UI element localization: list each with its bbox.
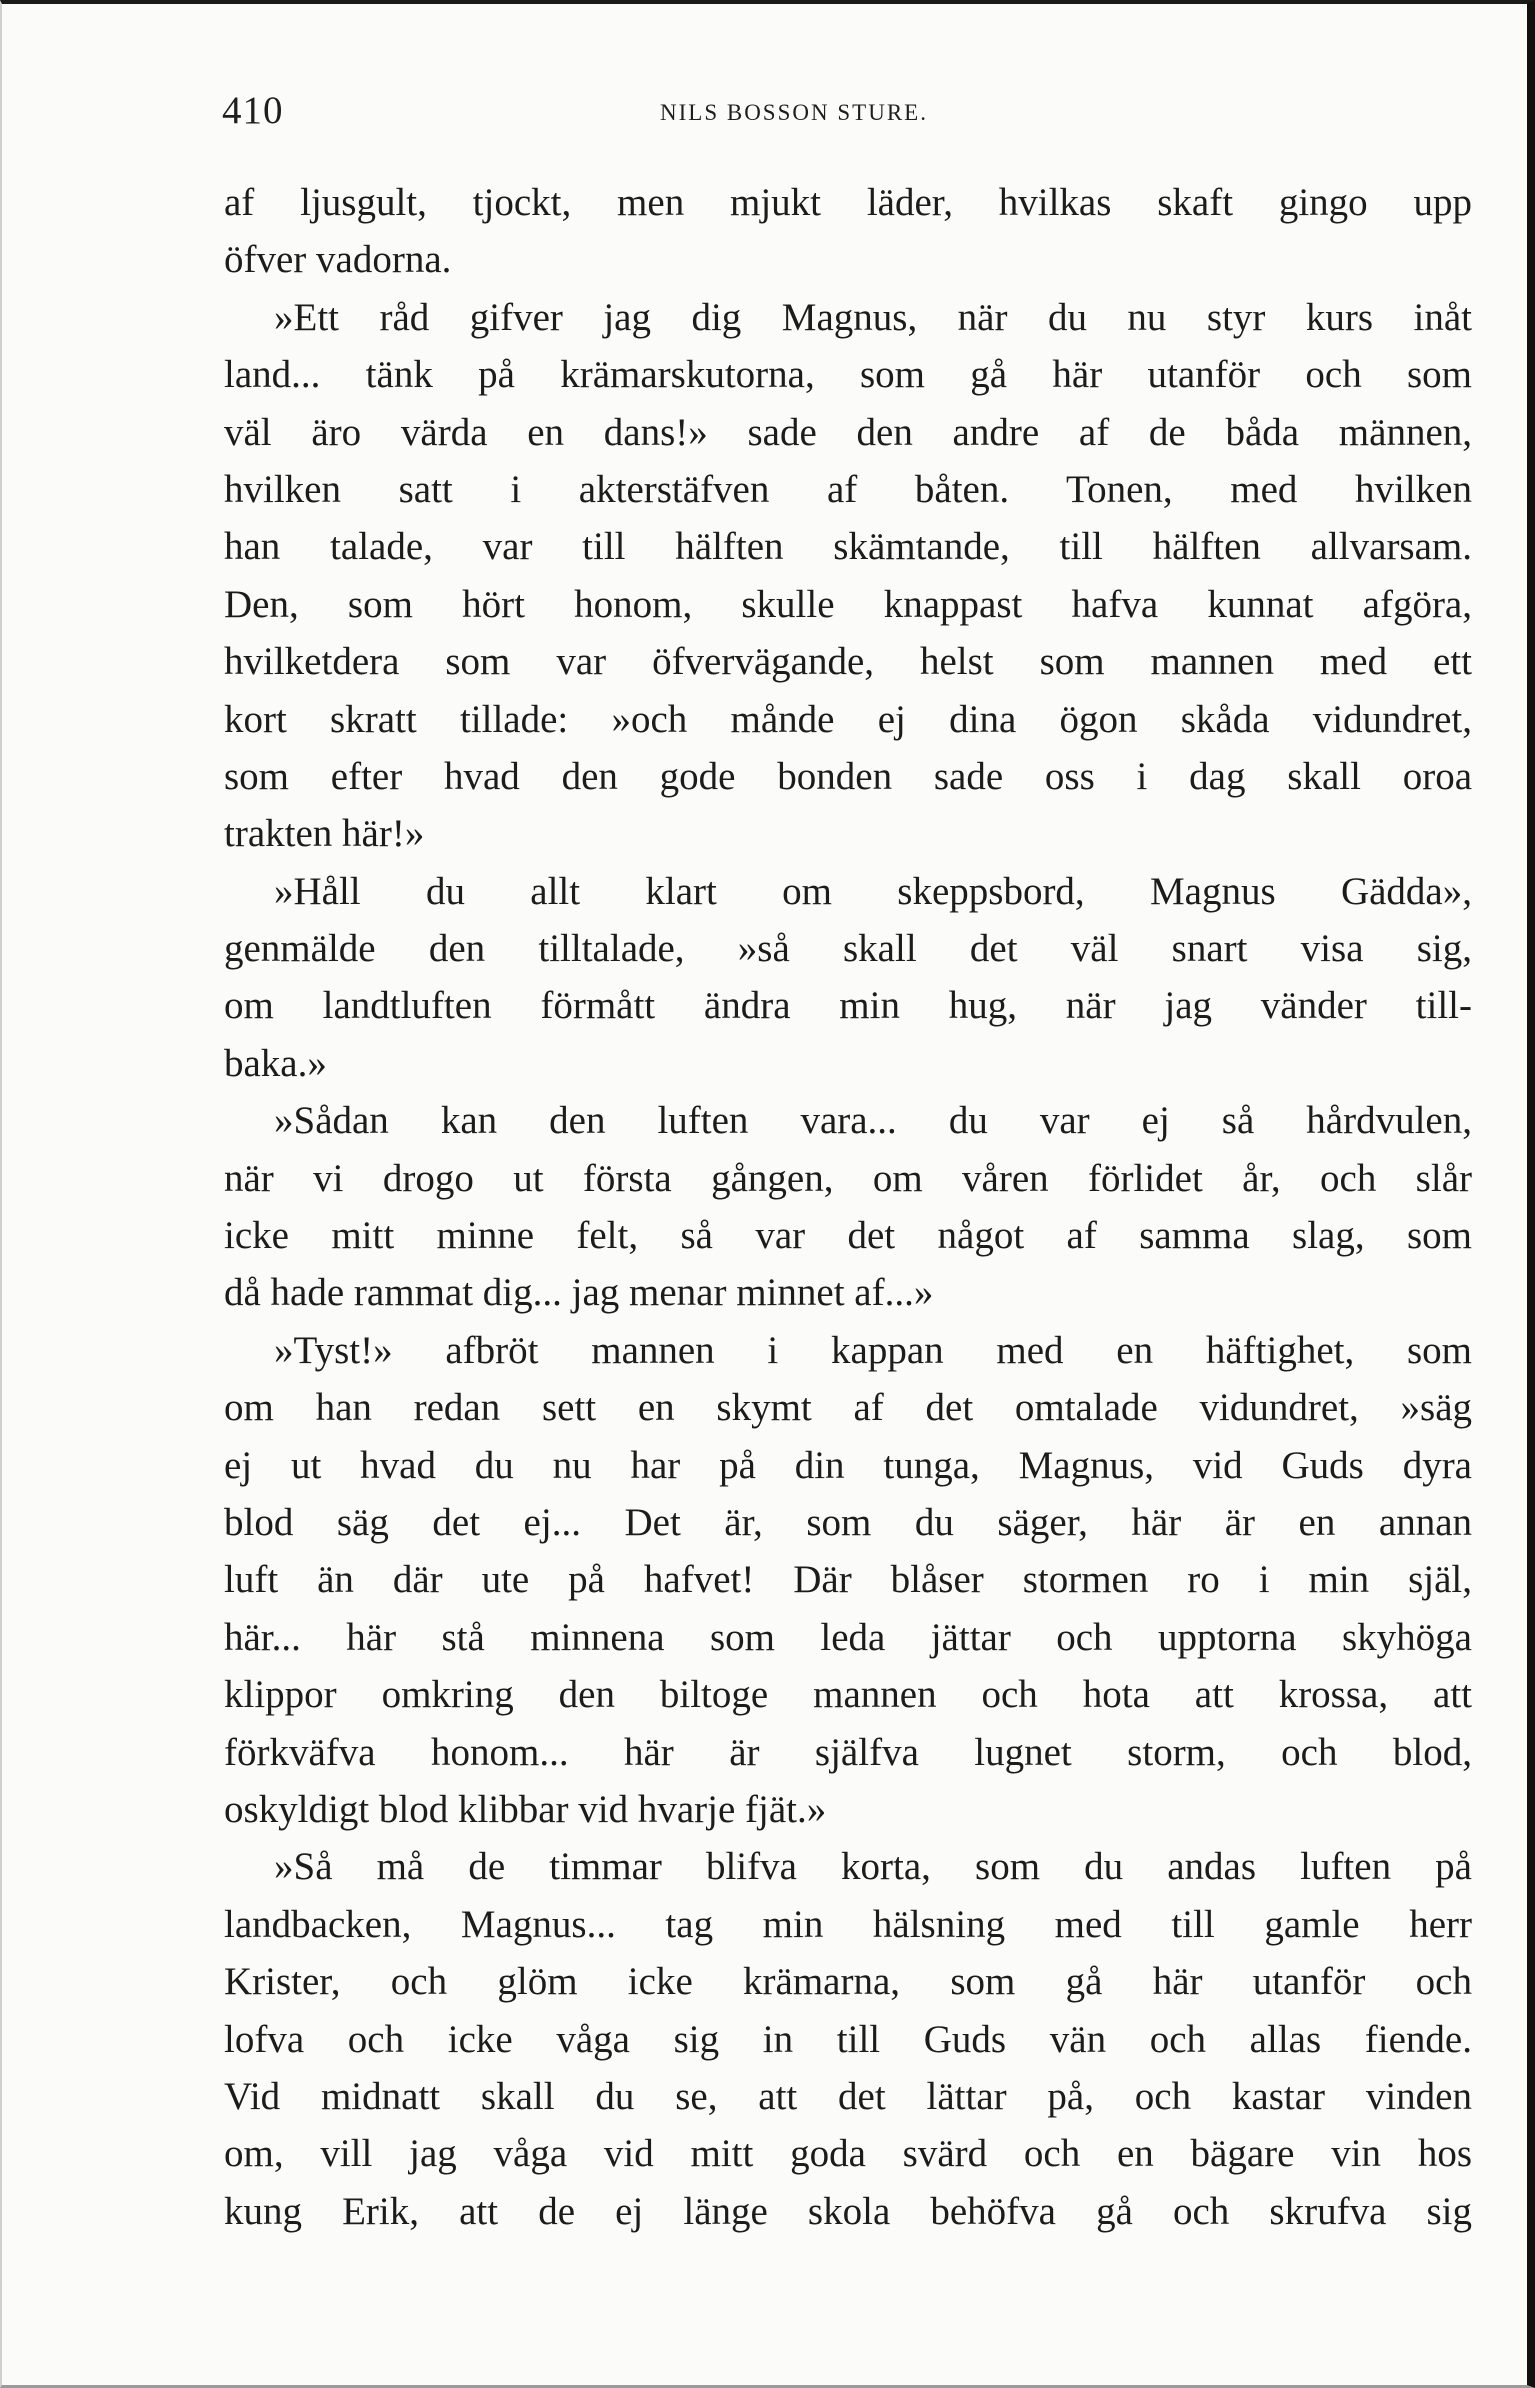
text-line: oskyldigt blod klibbar vid hvarje fjät.» [224, 1787, 827, 1831]
text-line: Krister, och glöm icke krämarna, som gå här utanför och [224, 1960, 1472, 2004]
text-line: icke mitt minne felt, så var det något af samma slag, som [224, 1214, 1472, 1258]
text-line: klippor omkring den biltoge mannen och hota att krossa, att [224, 1673, 1472, 1717]
body-text [224, 174, 1472, 2240]
text-line: genmälde den tilltalade, »så skall det väl snart visa sig, [224, 927, 1472, 971]
text-line: hvilketdera som var öfvervägande, helst som mannen med ett [224, 640, 1472, 684]
text-line: »Tyst!» afbröt mannen i kappan med en häftighet, som [274, 1328, 1472, 1372]
text-line: »Håll du allt klart om skeppsbord, Magnus Gädda», [274, 869, 1472, 913]
text-line: öfver vadorna. [224, 238, 452, 282]
text-line: baka.» [224, 1041, 327, 1085]
running-head: NILS BOSSON STURE. [660, 100, 928, 125]
text-line: förkväfva honom... här är själfva lugnet storm, och blod, [224, 1730, 1472, 1774]
text-line: af ljusgult, tjockt, men mjukt läder, hvilkas skaft gingo upp [224, 181, 1472, 224]
text-line: kort skratt tillade: »och månde ej dina ögon skåda vidundret, [224, 697, 1472, 741]
page-number: 410 [222, 89, 284, 132]
text-line: ej ut hvad du nu har på din tunga, Magnus, vid Guds dyra [224, 1443, 1472, 1487]
text-line: »Ett råd gifver jag dig Magnus, när du nu styr kurs inåt [274, 295, 1472, 339]
text-line: Den, som hört honom, skulle knappast hafva kunnat afgöra, [224, 582, 1472, 626]
text-line: väl äro värda en dans!» sade den andre af de båda männen, [224, 410, 1472, 454]
text-line: om, vill jag våga vid mitt goda svärd och en bägare vin hos [224, 2132, 1472, 2176]
text-line: om han redan sett en skymt af det omtalade vidundret, »säg [224, 1386, 1472, 1430]
text-line: luft än där ute på hafvet! Där blåser stormen ro i min själ, [224, 1558, 1472, 1602]
text-line: han talade, var till hälften skämtande, till hälften allvarsam. [224, 525, 1472, 569]
text-line: lofva och icke våga sig in till Guds vän och allas fiende. [224, 2017, 1472, 2061]
text-line: om landtluften förmått ändra min hug, när jag vänder till- [224, 984, 1472, 1028]
text-line: som efter hvad den gode bonden sade oss i dag skall oroa [224, 754, 1472, 798]
text-line: trakten här!» [224, 812, 425, 856]
text-line: när vi drogo ut första gången, om våren förlidet år, och slår [224, 1156, 1472, 1200]
text-line: Vid midnatt skall du se, att det lättar på, och kastar vinden [224, 2074, 1472, 2118]
text-line: här... här stå minnena som leda jättar och upptorna skyhöga [224, 1615, 1472, 1659]
text-line: kung Erik, att de ej länge skola behöfva gå och skrufva sig [224, 2189, 1472, 2233]
text-line: landbacken, Magnus... tag min hälsning med till gamle herr [224, 1902, 1472, 1946]
page-header [222, 88, 1472, 144]
text-line: »Så må de timmar blifva korta, som du andas luften på [274, 1845, 1472, 1889]
text-line: blod säg det ej... Det är, som du säger, här är en annan [224, 1500, 1472, 1544]
text-line: land... tänk på krämarskutorna, som gå här utanför och som [224, 353, 1472, 397]
text-line: då hade rammat dig... jag menar minnet af...» [224, 1271, 934, 1315]
text-line: hvilken satt i akterstäfven af båten. Tonen, med hvilken [224, 467, 1472, 511]
text-line: »Sådan kan den luften vara... du var ej så hårdvulen, [274, 1099, 1472, 1143]
